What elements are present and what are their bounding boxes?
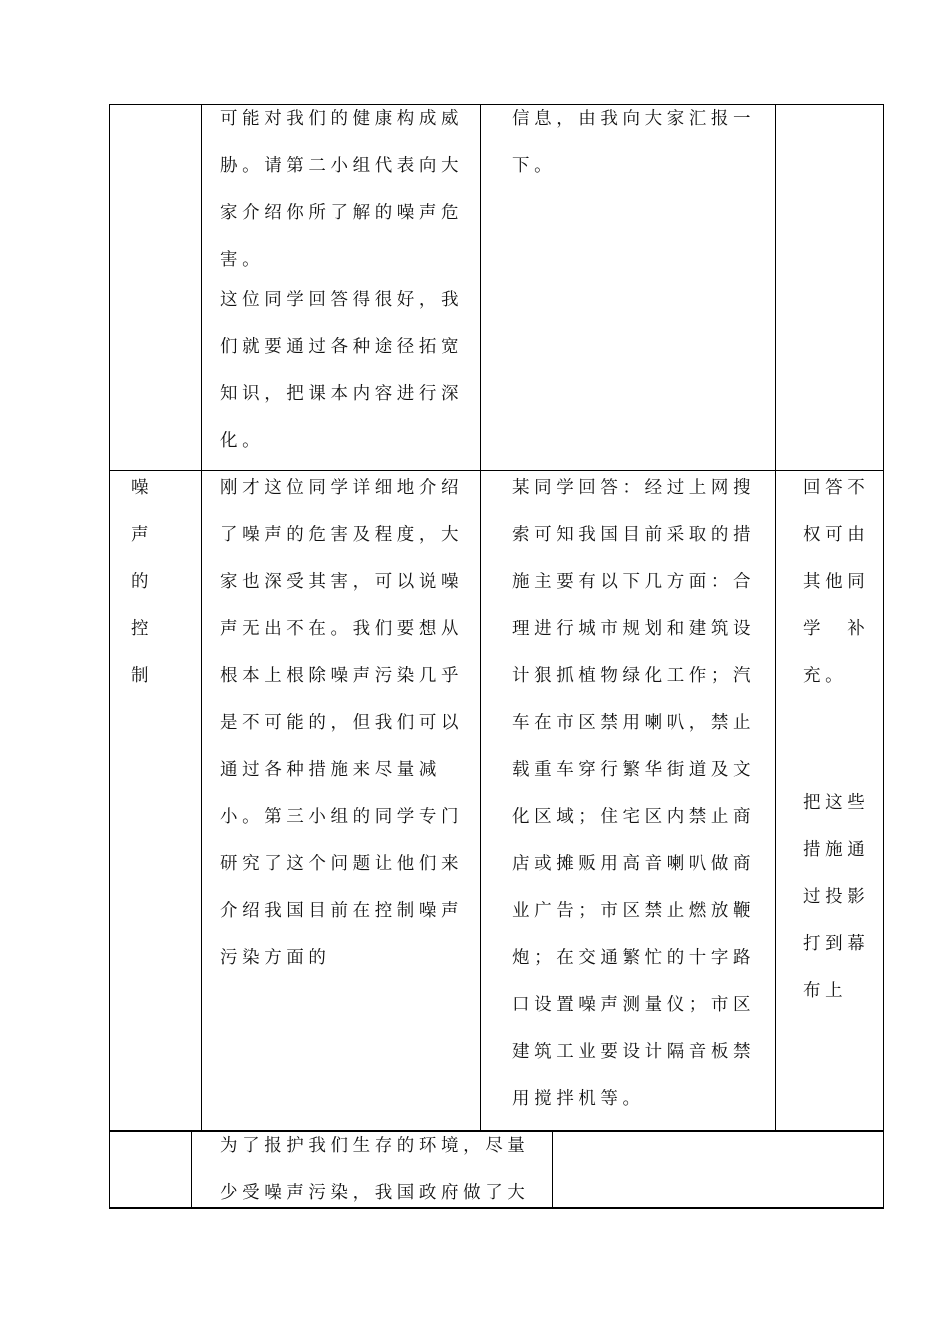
table-bottom-border xyxy=(109,1207,884,1209)
row1-teacher-paragraph-2: 这位同学回答得很好，我们就要通过各种途径拓宽知识，把课本内容进行深化。 xyxy=(220,290,464,451)
col-divider-3 xyxy=(775,104,776,1131)
row3-col-divider-1 xyxy=(191,1131,192,1208)
table-left-border xyxy=(109,104,110,1209)
col-divider-1 xyxy=(201,104,202,1131)
table-right-border xyxy=(883,104,884,1209)
row2-notes-answer: 回答不权可由其他同学 补充。 xyxy=(803,478,870,686)
row3-teacher-activity: 为了报护我们生存的环境，尽量少受噪声污染，我国政府做了大 xyxy=(220,1136,530,1203)
row1-teacher-paragraph-1: 可能对我们的健康构成威胁。请第二小组代表向大家介绍你所了解的噪声危害。 xyxy=(220,109,464,270)
row2-student-activity: 某同学回答：经过上网搜索可知我国目前采取的措施主要有以下几方面：合理进行城市规划和建筑设计狠抓植物绿化工作；汽车在市区禁用喇叭，禁止载重车穿行繁华街道及文化区域；住宅区内禁止商店或摊贩用高音喇叭做商业广告；市区禁止燃放鞭炮；在交通繁忙的十字路口设置噪声测量仪；市区建筑工业要设计隔音板禁用搅拌机等。 xyxy=(512,478,756,1109)
row1-teacher-activity xyxy=(220,96,475,465)
row3-col-divider-2 xyxy=(552,1131,553,1208)
row2-teacher-activity: 刚才这位同学详细地介绍了噪声的危害及程度，大家也深受其害，可以说噪声无出不在。我们要想从根本上根除噪声污染几乎是不可能的，但我们可以通过各种措施来尽量减小。第三小组的同学专门研究了这个问题让他们来介绍我国目前在控制噪声污染方面的 xyxy=(220,478,464,968)
row1-student-activity: 信息，由我向大家汇报一下。 xyxy=(512,109,756,176)
col-divider-2 xyxy=(480,104,481,1131)
row2-notes-projection: 把这些措施通过投影打到幕布上 xyxy=(803,793,870,1001)
row2-topic-label: 噪声的控制 xyxy=(131,478,177,686)
